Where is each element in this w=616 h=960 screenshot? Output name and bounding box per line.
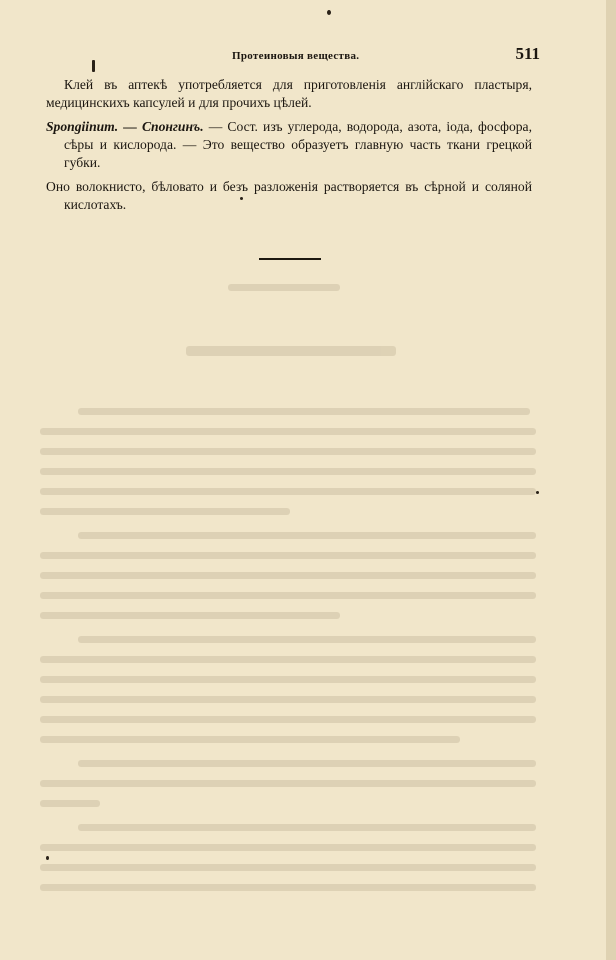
- ink-speck: [46, 856, 49, 860]
- paragraph-glue-use: [46, 76, 532, 112]
- page-body: [46, 76, 532, 214]
- bleed-through-text: [40, 280, 560, 900]
- ink-speck: [536, 491, 539, 494]
- paragraph-text: — Сост. изъ углерода, водорода, азота, іода, фосфора, сѣры и кислорода. — Это вещество образуетъ главную часть ткани грецкой губки.: [64, 119, 532, 170]
- ink-speck: [92, 60, 95, 72]
- running-title: Протеиновыя вещества.: [232, 50, 360, 62]
- paragraph-text: Оно волокнисто, бѣловато и безъ разложенія растворяется въ сѣрной и соляной кислотахъ.: [46, 179, 532, 212]
- paragraph-text: Клей въ аптекѣ употребляется для приготовленія англійскаго пластыря, медицинскихъ капсулей и для прочихъ цѣлей.: [46, 77, 532, 110]
- ink-speck: [240, 197, 243, 200]
- section-divider-rule: [259, 258, 321, 260]
- ink-speck: [327, 10, 331, 15]
- paragraph-spongiin: [46, 118, 532, 172]
- page-number: 511: [515, 44, 540, 63]
- page-header: [232, 44, 538, 66]
- term-heading: Spongiinum. — Спонгинъ.: [46, 119, 204, 134]
- paragraph-properties: [46, 178, 532, 214]
- page-edge-shadow: [606, 0, 616, 960]
